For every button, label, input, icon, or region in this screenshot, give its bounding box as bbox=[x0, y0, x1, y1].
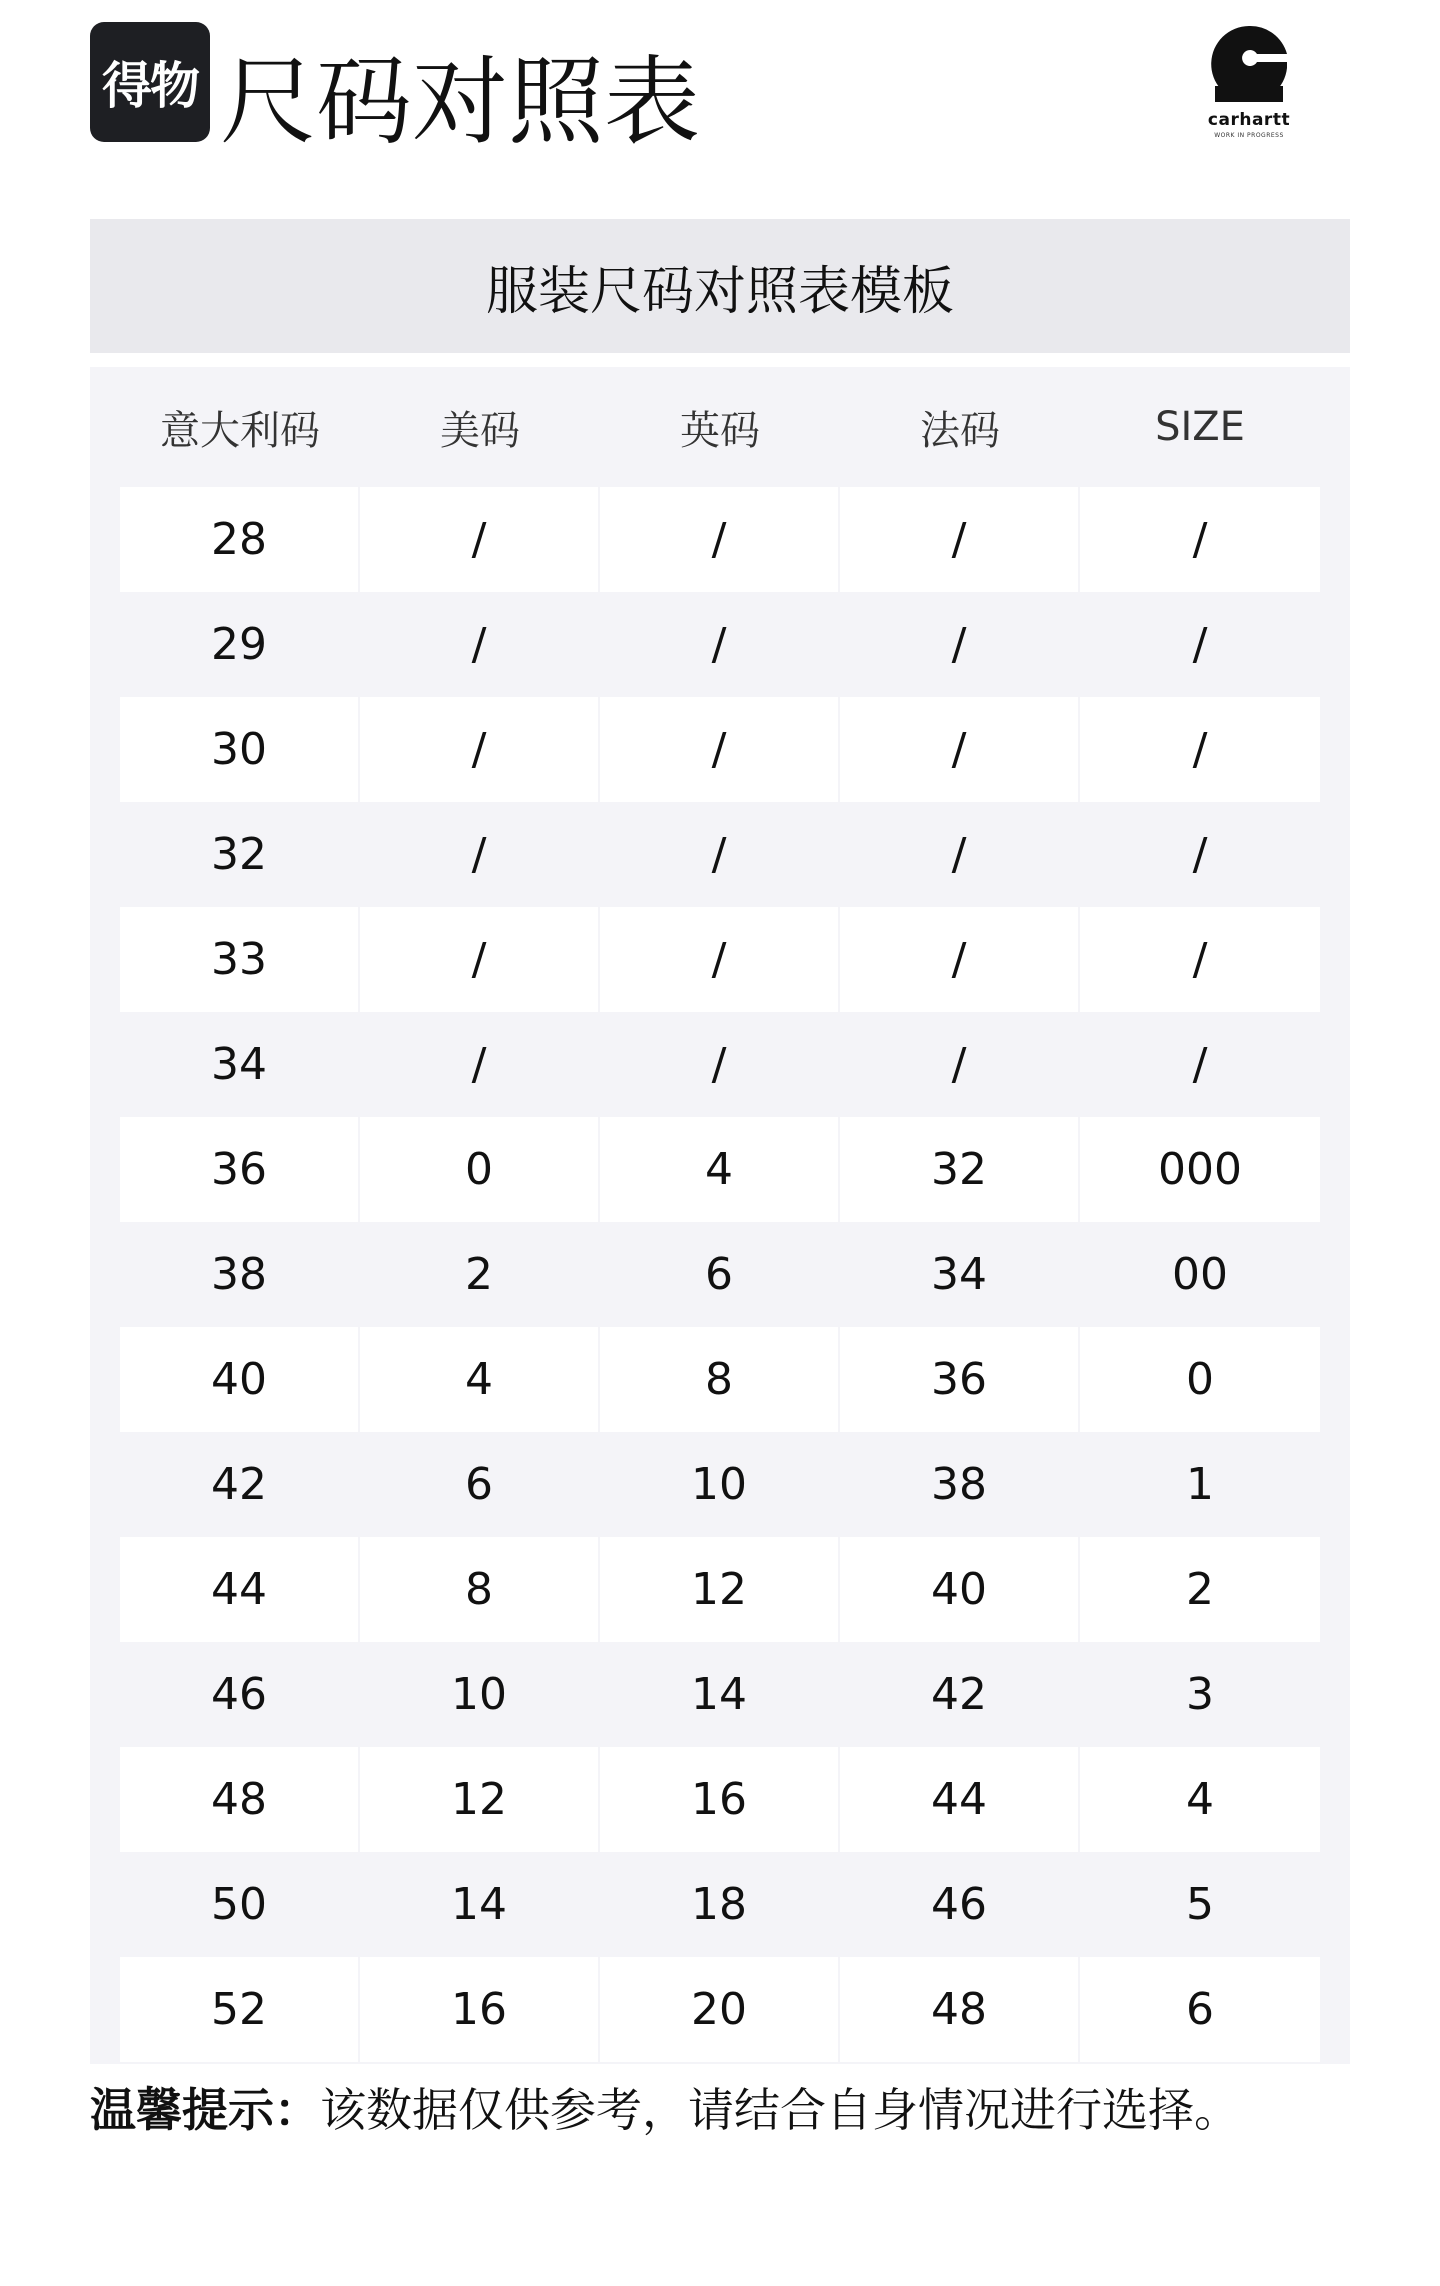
table-cell: / bbox=[360, 487, 598, 592]
tip-text: 该数据仅供参考，请结合自身情况进行选择。 bbox=[320, 2083, 1240, 2137]
table-row bbox=[120, 1642, 1320, 1747]
table-cell: 0 bbox=[360, 1117, 598, 1222]
table-row bbox=[120, 1747, 1320, 1852]
page-title: 尺码对照表 bbox=[220, 46, 700, 158]
table-cell: / bbox=[600, 907, 838, 1012]
table-cell: 2 bbox=[1080, 1537, 1320, 1642]
table-cell: / bbox=[600, 487, 838, 592]
table-cell: 30 bbox=[120, 697, 358, 802]
table-cell: 42 bbox=[840, 1642, 1078, 1747]
table-row bbox=[120, 1117, 1320, 1222]
table-cell: / bbox=[600, 592, 838, 697]
table-cell: 2 bbox=[360, 1222, 598, 1327]
table-cell: / bbox=[840, 802, 1078, 907]
table-cell: 16 bbox=[360, 1957, 598, 2062]
table-cell: 46 bbox=[120, 1642, 358, 1747]
table-row bbox=[120, 1012, 1320, 1117]
table-cell: 29 bbox=[120, 592, 358, 697]
table-cell: 18 bbox=[600, 1852, 838, 1957]
table-cell: 36 bbox=[840, 1327, 1078, 1432]
table-cell: 44 bbox=[120, 1537, 358, 1642]
column-header-italy: 意大利码 bbox=[160, 407, 320, 454]
brand-name: carhartt bbox=[1207, 110, 1291, 130]
table-row bbox=[120, 802, 1320, 907]
table-cell: 6 bbox=[600, 1222, 838, 1327]
table-cell: / bbox=[360, 697, 598, 802]
table-cell: / bbox=[1080, 697, 1320, 802]
table-cell: / bbox=[600, 1012, 838, 1117]
table-header-row bbox=[120, 367, 1320, 487]
table-cell: 50 bbox=[120, 1852, 358, 1957]
table-cell: 40 bbox=[840, 1537, 1078, 1642]
table-cell: 8 bbox=[360, 1537, 598, 1642]
table-cell: 000 bbox=[1080, 1117, 1320, 1222]
table-cell: / bbox=[360, 1012, 598, 1117]
table-cell: 00 bbox=[1080, 1222, 1320, 1327]
table-cell: 14 bbox=[360, 1852, 598, 1957]
table-cell: 6 bbox=[1080, 1957, 1320, 2062]
table-cell: 52 bbox=[120, 1957, 358, 2062]
table-cell: / bbox=[360, 592, 598, 697]
table-cell: 4 bbox=[360, 1327, 598, 1432]
table-cell: / bbox=[840, 487, 1078, 592]
table-cell: 40 bbox=[120, 1327, 358, 1432]
table-cell: / bbox=[1080, 592, 1320, 697]
table-cell: 14 bbox=[600, 1642, 838, 1747]
table-row bbox=[120, 1852, 1320, 1957]
table-cell: 34 bbox=[840, 1222, 1078, 1327]
table-cell: 12 bbox=[600, 1537, 838, 1642]
table-cell: 0 bbox=[1080, 1327, 1320, 1432]
page-header bbox=[90, 22, 1350, 172]
table-cell: 6 bbox=[360, 1432, 598, 1537]
table-cell: / bbox=[1080, 1012, 1320, 1117]
column-header-us: 美码 bbox=[440, 407, 520, 454]
table-cell: 12 bbox=[360, 1747, 598, 1852]
table-row bbox=[120, 907, 1320, 1012]
column-header-uk: 英码 bbox=[680, 407, 760, 454]
table-cell: 44 bbox=[840, 1747, 1078, 1852]
column-header-size: SIZE bbox=[1155, 404, 1245, 450]
brand-tagline: WORK IN PROGRESS bbox=[1214, 132, 1284, 139]
carhartt-c-icon bbox=[1209, 22, 1289, 108]
table-cell: 8 bbox=[600, 1327, 838, 1432]
table-row bbox=[120, 1537, 1320, 1642]
table-row bbox=[120, 592, 1320, 697]
table-cell: / bbox=[360, 907, 598, 1012]
table-row bbox=[120, 487, 1320, 592]
table-cell: 5 bbox=[1080, 1852, 1320, 1957]
table-cell: 34 bbox=[120, 1012, 358, 1117]
table-cell: / bbox=[1080, 802, 1320, 907]
table-row bbox=[120, 697, 1320, 802]
table-cell: 36 bbox=[120, 1117, 358, 1222]
table-row bbox=[120, 1327, 1320, 1432]
table-cell: 3 bbox=[1080, 1642, 1320, 1747]
tip-note bbox=[90, 2080, 1240, 2140]
table-cell: / bbox=[840, 592, 1078, 697]
carhartt-brand-logo bbox=[1184, 22, 1314, 142]
size-table bbox=[90, 367, 1350, 2064]
table-cell: / bbox=[840, 697, 1078, 802]
table-cell: 28 bbox=[120, 487, 358, 592]
table-cell: / bbox=[840, 907, 1078, 1012]
table-cell: / bbox=[1080, 907, 1320, 1012]
table-cell: / bbox=[600, 802, 838, 907]
table-cell: 10 bbox=[600, 1432, 838, 1537]
table-cell: 10 bbox=[360, 1642, 598, 1747]
table-cell: 33 bbox=[120, 907, 358, 1012]
table-cell: 38 bbox=[120, 1222, 358, 1327]
table-cell: 48 bbox=[120, 1747, 358, 1852]
table-body bbox=[120, 487, 1320, 2062]
table-cell: 4 bbox=[600, 1117, 838, 1222]
column-header-france: 法码 bbox=[920, 407, 1000, 454]
table-title-banner: 服装尺码对照表模板 bbox=[90, 219, 1350, 353]
table-cell: 16 bbox=[600, 1747, 838, 1852]
table-cell: 48 bbox=[840, 1957, 1078, 2062]
table-row bbox=[120, 1957, 1320, 2062]
table-cell: 32 bbox=[120, 802, 358, 907]
tip-label: 温馨提示： bbox=[90, 2083, 320, 2137]
table-cell: 46 bbox=[840, 1852, 1078, 1957]
table-cell: 32 bbox=[840, 1117, 1078, 1222]
table-cell: 42 bbox=[120, 1432, 358, 1537]
table-cell: / bbox=[840, 1012, 1078, 1117]
table-cell: 20 bbox=[600, 1957, 838, 2062]
table-row bbox=[120, 1222, 1320, 1327]
table-cell: / bbox=[360, 802, 598, 907]
table-cell: 4 bbox=[1080, 1747, 1320, 1852]
table-row bbox=[120, 1432, 1320, 1537]
dewu-app-logo: 得物 bbox=[90, 22, 210, 142]
table-cell: / bbox=[1080, 487, 1320, 592]
table-cell: / bbox=[600, 697, 838, 802]
table-cell: 1 bbox=[1080, 1432, 1320, 1537]
table-cell: 38 bbox=[840, 1432, 1078, 1537]
